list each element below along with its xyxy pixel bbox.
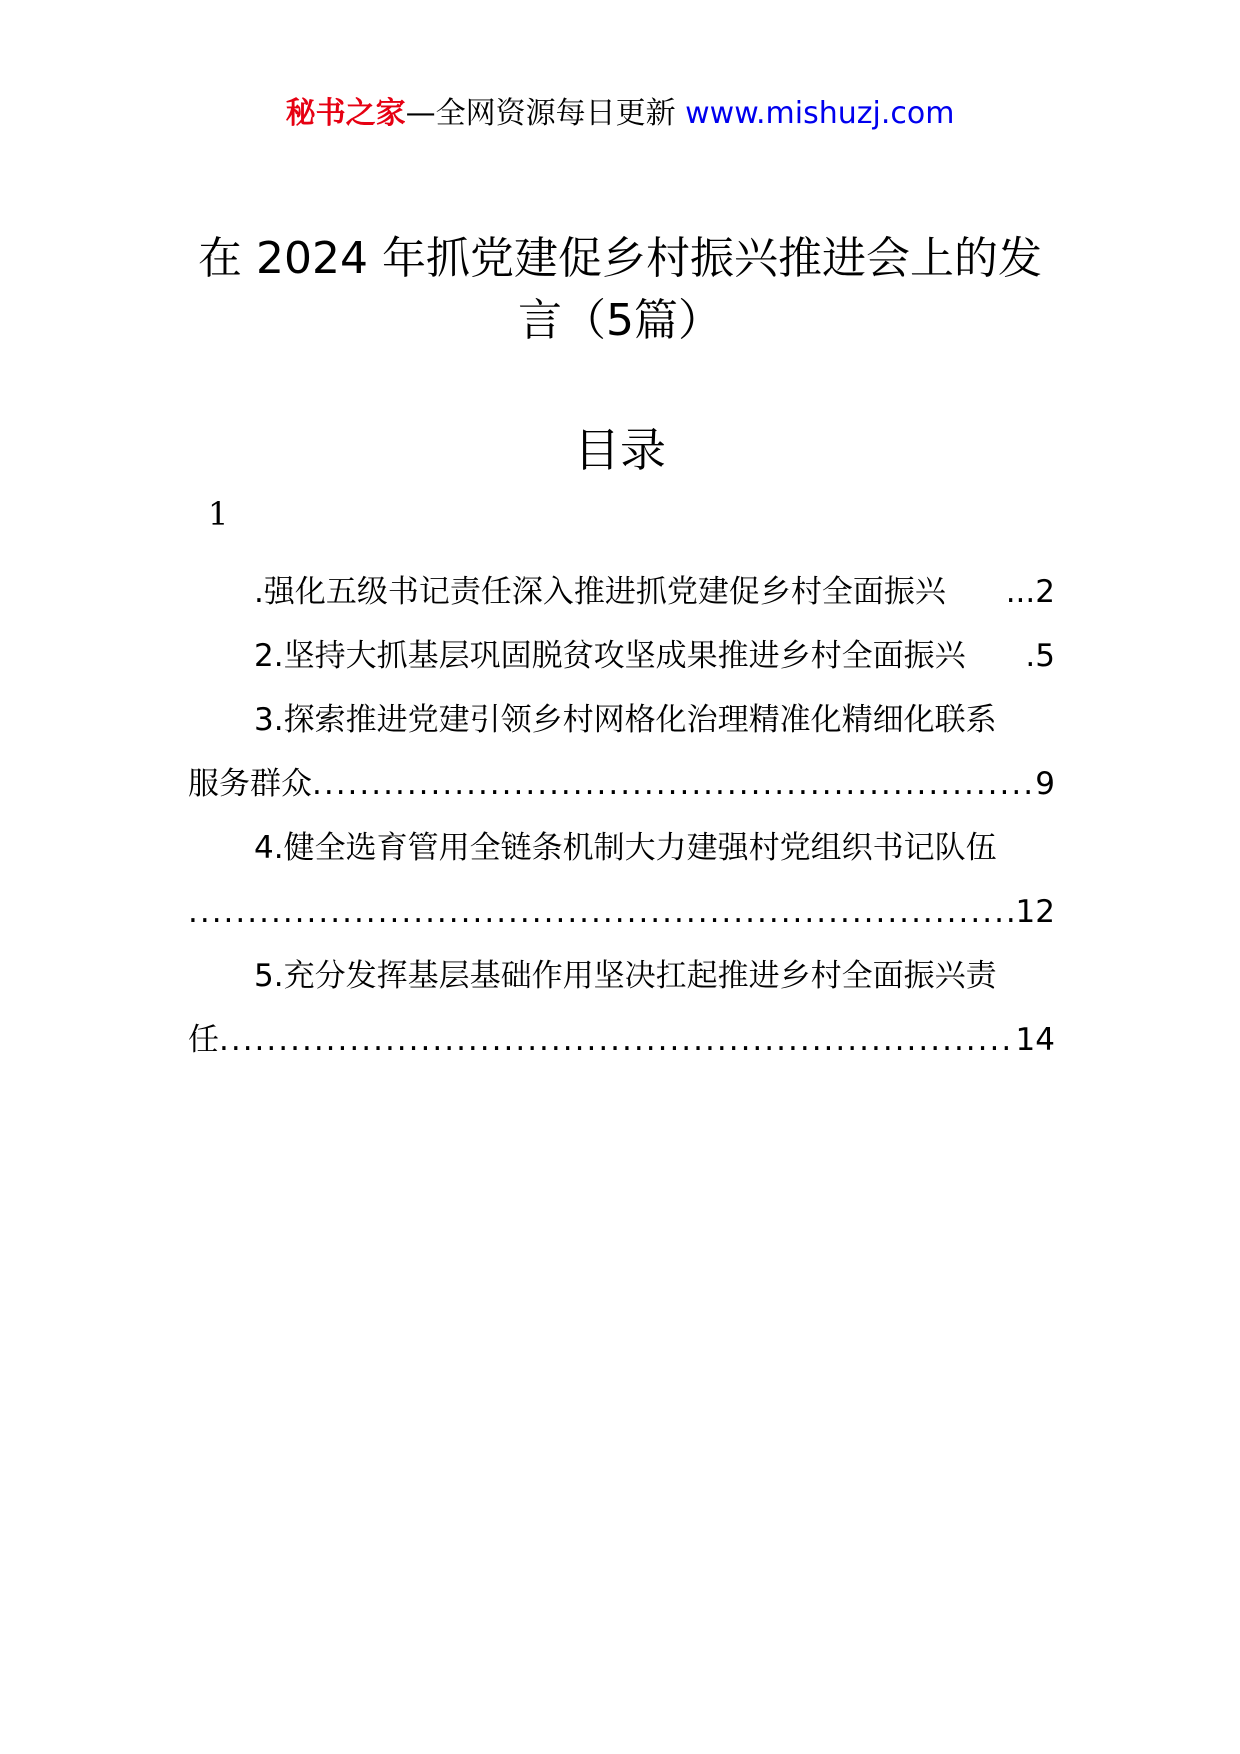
table-of-contents — [188, 560, 1055, 1072]
toc-leader-dots — [219, 1008, 1014, 1072]
header-tagline: —全网资源每日更新 — [405, 96, 686, 131]
toc-entry-text: 5.充分发挥基层基础作用坚决扛起推进乡村全面振兴责 — [254, 958, 997, 994]
toc-entry-text: 2.坚持大抓基层巩固脱贫攻坚成果推进乡村全面振兴 — [254, 638, 966, 674]
toc-entry-text: 4.健全选育管用全链条机制大力建强村党组织书记队伍 — [254, 830, 997, 866]
toc-entry-page: .5 — [1025, 638, 1055, 674]
toc-entry-4-continuation[interactable] — [188, 880, 1055, 944]
toc-entry-5-continuation[interactable] — [188, 1008, 1055, 1072]
toc-entry-2[interactable] — [188, 624, 1055, 688]
toc-entry-3-continuation[interactable] — [188, 752, 1055, 816]
title-line-2: 言（5篇） — [518, 295, 722, 346]
document-title — [190, 228, 1050, 352]
toc-entry-4[interactable] — [188, 816, 1055, 880]
toc-entry-3[interactable] — [188, 688, 1055, 752]
toc-entry-page: 14 — [1015, 1022, 1055, 1058]
toc-leader-dots — [312, 752, 1033, 816]
toc-entry-5[interactable] — [188, 944, 1055, 1008]
brand-name: 秘书之家 — [285, 96, 406, 131]
toc-entry-1[interactable] — [188, 560, 1055, 624]
toc-entry-page: 12 — [1015, 894, 1055, 930]
toc-entry-text: .强化五级书记责任深入推进抓党建促乡村全面振兴 — [254, 574, 946, 610]
toc-entry-text: 3.探索推进党建引领乡村网格化治理精准化精细化联系 — [254, 702, 997, 738]
title-line-1: 在 2024 年抓党建促乡村振兴推进会上的发 — [198, 233, 1042, 284]
toc-leader-dots — [188, 880, 1014, 944]
toc-entry-page: 9 — [1035, 766, 1055, 802]
toc-heading: 目录 — [574, 423, 666, 477]
site-url-link[interactable]: www.mishuzj.com — [685, 96, 955, 131]
toc-first-number: 1 — [208, 495, 229, 533]
site-header — [0, 94, 1240, 134]
toc-entry-cont: 服务群众 — [188, 766, 312, 802]
toc-entry-cont: 任 — [188, 1022, 219, 1058]
toc-entry-page: ...2 — [1005, 574, 1055, 610]
